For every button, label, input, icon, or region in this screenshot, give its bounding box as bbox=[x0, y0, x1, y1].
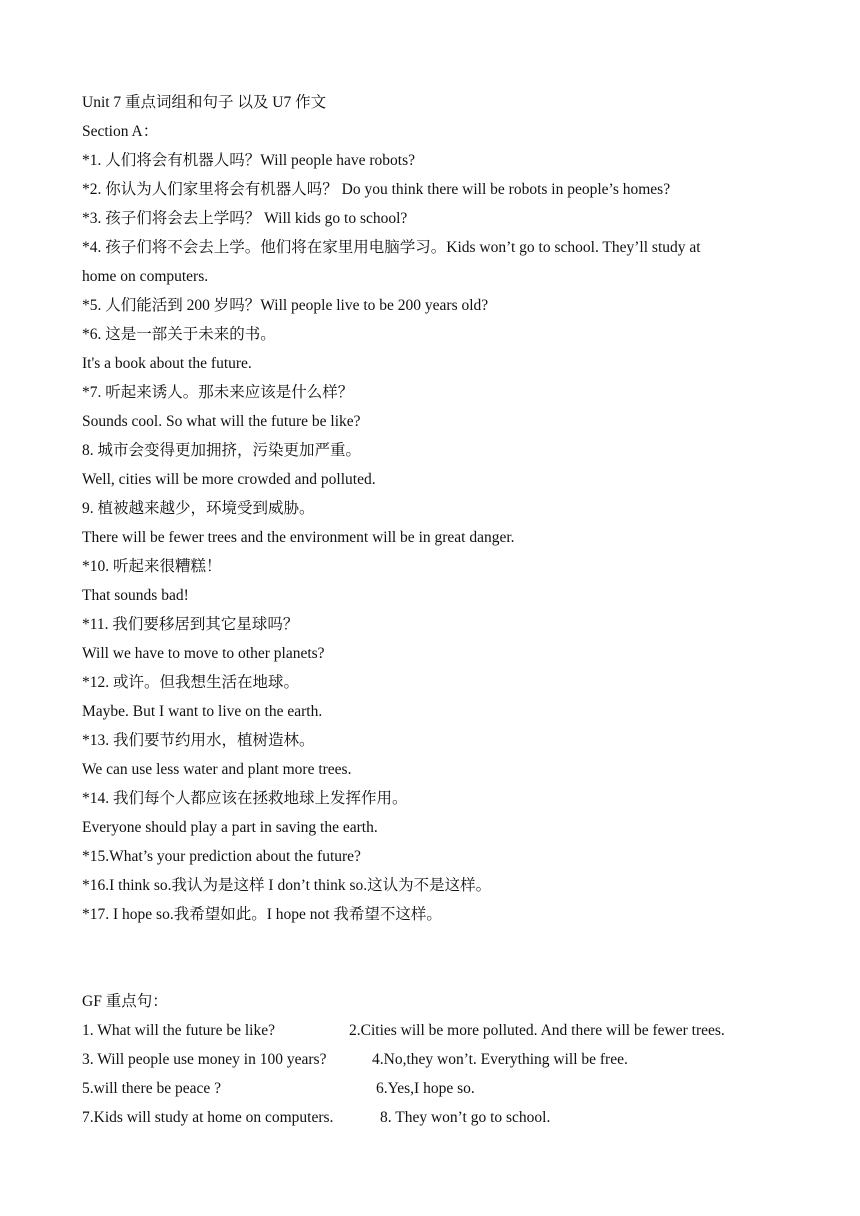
sentence-line: Everyone should play a part in saving the earth. bbox=[82, 819, 378, 836]
gf-sentence-right: 2.Cities will be more polluted. And there will be fewer trees. bbox=[349, 1022, 725, 1039]
sentence-line: 9. 植被越来越少，环境受到威胁。 bbox=[82, 500, 315, 517]
sentence-line: We can use less water and plant more trees. bbox=[82, 761, 352, 778]
sentence-line: *17. I hope so.我希望如此。I hope not 我希望不这样。 bbox=[82, 906, 442, 923]
sentence-line: There will be fewer trees and the environment will be in great danger. bbox=[82, 529, 515, 546]
gf-heading: GF 重点句： bbox=[82, 993, 168, 1010]
sentence-line: *11. 我们要移居到其它星球吗？ bbox=[82, 616, 299, 633]
sentence-line: That sounds bad! bbox=[82, 587, 189, 604]
gf-sentence-right: 6.Yes,I hope so. bbox=[376, 1080, 475, 1097]
sentence-line: *15.What’s your prediction about the future? bbox=[82, 848, 361, 865]
sentence-line: *10. 听起来很糟糕！ bbox=[82, 558, 222, 575]
sentence-line: *4. 孩子们将不会去上学。他们将在家里用电脑学习。Kids won’t go to school. They’ll study at bbox=[82, 239, 701, 256]
sentence-line: *3. 孩子们将会去上学吗？ Will kids go to school? bbox=[82, 210, 408, 227]
gf-sentence-left: 1. What will the future be like? bbox=[82, 1022, 275, 1039]
gf-sentence-left: 3. Will people use money in 100 years? bbox=[82, 1051, 327, 1068]
sentence-line: *12. 或许。但我想生活在地球。 bbox=[82, 674, 300, 691]
sentence-line: *7. 听起来诱人。那未来应该是什么样？ bbox=[82, 384, 354, 401]
sentence-line: *2. 你认为人们家里将会有机器人吗？ Do you think there will be robots in people’s homes? bbox=[82, 181, 671, 198]
gf-sentence-left: 7.Kids will study at home on computers. bbox=[82, 1109, 334, 1126]
section-spacer bbox=[82, 929, 802, 987]
sentence-line: Sounds cool. So what will the future be like? bbox=[82, 413, 361, 430]
gf-sentence-left: 5.will there be peace ? bbox=[82, 1080, 221, 1097]
sentence-line: home on computers. bbox=[82, 268, 209, 285]
sentence-line: *16.I think so.我认为是这样 I don’t think so.这认为不是这样。 bbox=[82, 877, 492, 894]
gf-sentence-right: 8. They won’t go to school. bbox=[380, 1109, 551, 1126]
gf-row bbox=[82, 1074, 802, 1103]
sentence-line: Well, cities will be more crowded and polluted. bbox=[82, 471, 376, 488]
sentence-line: *13. 我们要节约用水，植树造林。 bbox=[82, 732, 315, 749]
sentence-line: *5. 人们能活到 200 岁吗？Will people live to be 200 years old? bbox=[82, 297, 489, 314]
document-title: Unit 7 重点词组和句子 以及 U7 作文 bbox=[82, 94, 327, 111]
sentence-line: It's a book about the future. bbox=[82, 355, 252, 372]
sentence-line: Will we have to move to other planets? bbox=[82, 645, 325, 662]
gf-row bbox=[82, 1103, 802, 1132]
sentence-line: *14. 我们每个人都应该在拯救地球上发挥作用。 bbox=[82, 790, 408, 807]
sentence-line: 8. 城市会变得更加拥挤，污染更加严重。 bbox=[82, 442, 362, 459]
gf-row bbox=[82, 1016, 802, 1045]
gf-row bbox=[82, 1045, 802, 1074]
sentence-line: *1. 人们将会有机器人吗？Will people have robots? bbox=[82, 152, 416, 169]
section-a-heading: Section A： bbox=[82, 123, 159, 140]
gf-sentence-right: 4.No,they won’t. Everything will be free. bbox=[372, 1051, 628, 1068]
sentence-line: *6. 这是一部关于未来的书。 bbox=[82, 326, 276, 343]
document-page bbox=[82, 88, 802, 1132]
sentence-line: Maybe. But I want to live on the earth. bbox=[82, 703, 323, 720]
